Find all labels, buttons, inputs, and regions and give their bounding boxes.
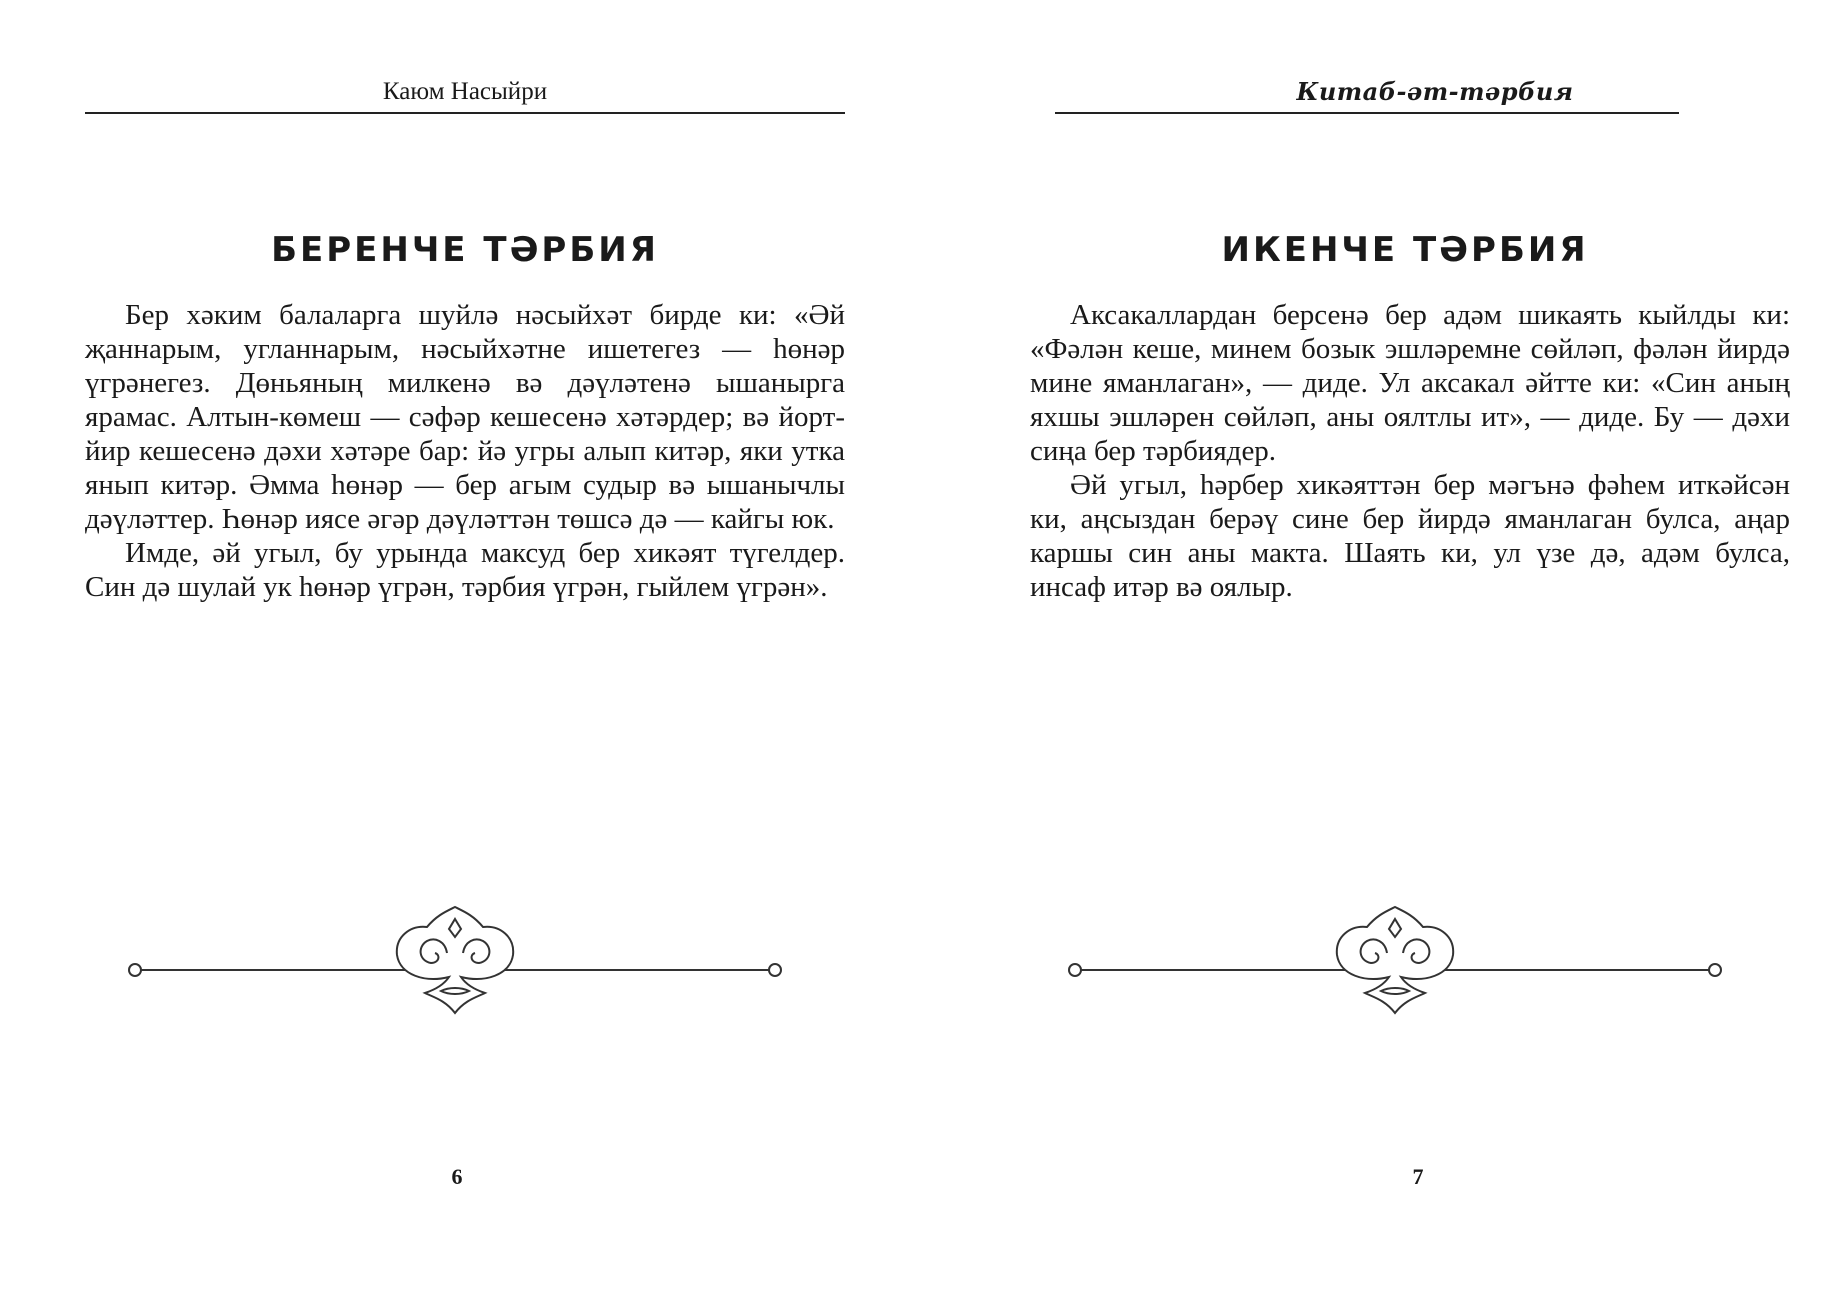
running-head-book-title: Китаб-әт-тәрбия [1296, 77, 1574, 106]
paragraph: Бер хәким балаларга шуйлә нәсыйхәт бирде ки: «Әй җаннарым, угланнарым, нәсыйхәтне ишетегез — һөнәр үгрәнегез. Дөньяның милкенә вә дәүләтенә ышанырга ярамас. Алтын-көмеш — сәфәр кешесенә хәтәрдер; вә йорт-йир кешесенә дәхи хәтәре бар: йә угры алып китәр, яки утка янып китәр. Әмма һөнәр — бер агым судыр вә ышанычлы дәүләттер. Һөнәр иясе әгәр дәүләттән төшсә дә — кайгы юк. [85, 299, 845, 535]
chapter-title: ИКЕНЧЕ ТӘРБИЯ [1221, 230, 1589, 270]
paragraph: Аксакаллардан берсенә бер адәм шикаять кыйлды ки: «Фәлән кеше, минем бозык эшләремне сөйләп, фәлән йирдә мине яманлаган», — диде. Ул аксакал әйтте ки: «Син аның яхшы эшләрен сөйләп, аны оялтлы ит», — диде. Бу — дәхи сиңа бер тәрбиядер. [1030, 299, 1790, 467]
paragraph: Имде, әй угыл, бу урында максуд бер хикәят түгелдер. Син дә шулай ук һөнәр үгрән, тәрбия үгрән, гыйлем үгрән». [85, 537, 845, 603]
chapter-title: БЕРЕНЧЕ ТӘРБИЯ [271, 230, 659, 270]
ornamental-divider-icon [1065, 905, 1725, 1015]
header-rule [1055, 112, 1679, 114]
header-rule [85, 112, 845, 114]
body-text [1030, 298, 1790, 604]
page-number: 6 [451, 1164, 463, 1189]
body-text [85, 298, 845, 604]
running-head-author: Каюм Насыйри [382, 78, 548, 105]
page-number: 7 [1412, 1164, 1424, 1189]
ornamental-divider-icon [125, 905, 785, 1015]
paragraph: Әй угыл, һәрбер хикәяттән бер мәгънә фәһем иткәйсән ки, аңсыздан берәү сине бер йирдә яманлаган булса, аңар каршы син аны макта. Шаять ки, ул үзе дә, адәм булса, инсаф итәр вә оялыр. [1030, 469, 1790, 603]
right-page [915, 0, 1830, 1298]
